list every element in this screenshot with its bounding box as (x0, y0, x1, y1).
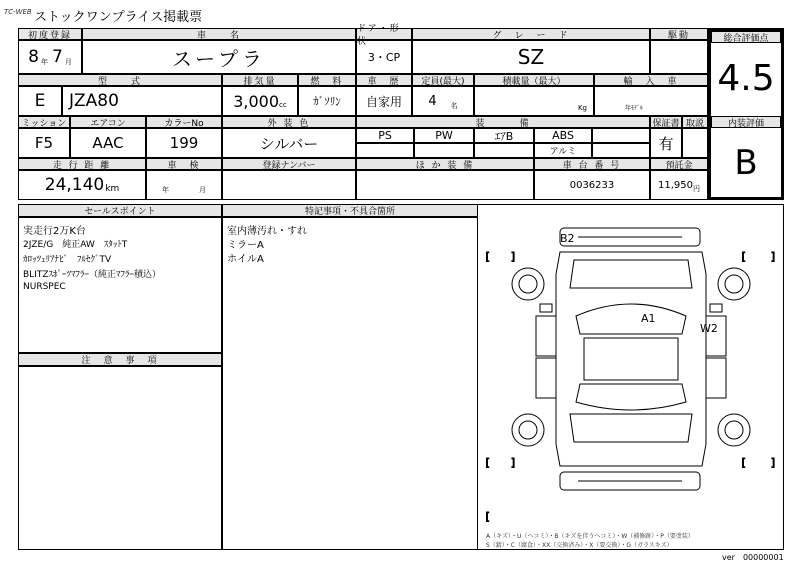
label-inspection: 車 検 (146, 158, 222, 170)
warranty-value: 有 (650, 128, 682, 158)
exterior-color-value: シルバー (222, 128, 356, 158)
svg-text:]: ] (510, 456, 517, 469)
damage-mark-a1: A1 (641, 312, 656, 325)
sales-point-line: NURSPEC (23, 282, 66, 292)
label-equipment: 装 備 (356, 116, 650, 128)
remark-line: ミラーA (227, 240, 264, 251)
label-interior: 内装評価 (711, 116, 781, 128)
inspection-value (146, 170, 222, 200)
label-remarks: 特記事項・不具合箇所 (222, 204, 478, 217)
inspection-year-unit: 年 (162, 186, 169, 194)
capacity-number: 4 (428, 93, 437, 109)
model-value: JZA80 (62, 86, 222, 116)
history-value: 自家用 (356, 86, 412, 116)
sales-point-line: 実走行2万K台 (23, 226, 86, 237)
grade-value: SZ (412, 40, 650, 74)
car-name-value: スープラ (82, 40, 356, 74)
remark-line: ホイルA (227, 254, 264, 265)
svg-text:]: ] (510, 250, 517, 263)
label-first-reg: 初度登録 (18, 28, 82, 40)
label-door: ドア・形状 (356, 28, 412, 40)
notes-box (18, 366, 222, 550)
mission-value: F5 (18, 128, 70, 158)
displacement-value (222, 86, 298, 116)
year-unit: 年 (41, 58, 48, 66)
remarks-box (222, 217, 478, 550)
chassis-no-value: 0036233 (534, 170, 650, 200)
sales-points-box (18, 217, 222, 353)
svg-text:[: [ (740, 250, 747, 263)
label-drive: 駆動 (650, 28, 708, 40)
equip-abs: ABS (534, 128, 592, 143)
manual-value (682, 128, 708, 158)
interior-score: B (734, 142, 758, 183)
label-import: 輸 入 車 (594, 74, 708, 86)
label-mileage: 走 行 距 離 (18, 158, 146, 170)
label-overall: 総合評価点 (711, 31, 781, 43)
label-displacement: 排気量 (222, 74, 298, 86)
svg-text:]: ] (770, 456, 777, 469)
sales-point-line: ｶﾛｯﾂｪﾘｱﾅﾋﾞ ﾌﾙｾｸﾞTV (23, 255, 112, 265)
displacement-number: 3,000 (233, 91, 280, 111)
equip-empty-4 (474, 143, 534, 158)
svg-text:[: [ (484, 456, 491, 469)
label-aircon: エアコン (70, 116, 146, 128)
month-unit: 月 (64, 58, 72, 66)
equip-pw: PW (414, 128, 474, 143)
logo: TC-WEB (4, 8, 32, 16)
equip-airbag: ｴｱB (474, 128, 534, 143)
price-number: 11,950 (658, 179, 693, 191)
label-chassis: 車 台 番 号 (534, 158, 650, 170)
label-fuel: 燃 料 (298, 74, 356, 86)
svg-text:[: [ (740, 456, 747, 469)
label-history: 車 歴 (356, 74, 412, 86)
car-damage-diagram (478, 204, 784, 550)
label-other-equip: ほ か 装 備 (356, 158, 534, 170)
other-equip-value (356, 170, 534, 200)
sales-point-line: 2JZE/G 純正AW ｽﾀｯﾄT (23, 240, 128, 250)
label-notes: 注 意 事 項 (18, 353, 222, 366)
remark-line: 室内薄汚れ・すれ (227, 226, 307, 237)
label-grade: グ レ ー ド (412, 28, 650, 40)
svg-text:[: [ (484, 250, 491, 263)
capacity-value (412, 86, 474, 116)
label-model: 型 式 (18, 74, 222, 86)
aircon-value: AAC (70, 128, 146, 158)
diagram-legend-1: A（キズ）・U（ヘコミ）・B（キズを伴うヘコミ）・W（補修跡）・P（要塗装） (486, 533, 694, 540)
svg-text:[: [ (484, 510, 491, 523)
label-warranty: 保証書 (650, 116, 682, 128)
label-sales-points: セールスポイント (18, 204, 222, 217)
mileage-number: 24,140 (44, 175, 105, 195)
load-unit: Kg (577, 104, 587, 112)
label-manual: 取説 (682, 116, 708, 128)
first-reg-value (18, 40, 82, 74)
version-label: ver 00000001 (722, 553, 784, 562)
equip-empty-2 (356, 143, 414, 158)
km-unit: km (105, 184, 120, 194)
label-price: 預託金 (650, 158, 708, 170)
label-car-name: 車 名 (82, 28, 356, 40)
label-plate: 登録ナンバー (222, 158, 356, 170)
equip-empty-3 (414, 143, 474, 158)
color-no-value: 199 (146, 128, 222, 158)
equip-empty-1 (592, 128, 650, 143)
equip-alloy: アルミ (534, 143, 592, 158)
label-color-no: カラーNo (146, 116, 222, 128)
label-capacity: 定員(最大) (412, 74, 474, 86)
price-unit: 円 (693, 185, 700, 193)
door-shape-value: 3・CP (356, 40, 412, 74)
import-value (594, 86, 708, 116)
price-value (650, 170, 708, 200)
label-load: 積載量（最大） (474, 74, 594, 86)
damage-mark-b2: B2 (560, 232, 575, 245)
inspection-month-unit: 月 (199, 186, 206, 194)
page-title: ストックワンプライス掲載票 (34, 10, 203, 25)
equip-ps: PS (356, 128, 414, 143)
sales-point-line: BLITZｽﾎﾟｰﾂﾏﾌﾗｰ（純正ﾏﾌﾗｰ積込） (23, 270, 162, 280)
drive-value (650, 40, 708, 74)
equip-empty-5 (592, 143, 650, 158)
diagram-legend-2: S（錆）・C（腐食）・XX（交換済み）・X（要交換）・G（ガラスキズ） (486, 542, 673, 549)
label-exterior: 外 装 色 (222, 116, 356, 128)
import-note: 年ﾓﾃﾞﾙ (625, 105, 644, 112)
label-mission: ミッション (18, 116, 70, 128)
mileage-value (18, 170, 146, 200)
first-reg-year: 8 (28, 47, 39, 67)
damage-mark-w2: W2 (700, 322, 718, 335)
model-prefix-value: E (18, 86, 62, 116)
overall-score: 4.5 (717, 57, 775, 99)
fuel-value: ｶﾞｿﾘﾝ (298, 86, 356, 116)
svg-text:]: ] (770, 250, 777, 263)
capacity-unit: 名 (450, 102, 458, 110)
cc-unit: cc (279, 101, 287, 109)
first-reg-month: 7 (52, 47, 63, 67)
plate-value (222, 170, 356, 200)
load-value (474, 86, 594, 116)
